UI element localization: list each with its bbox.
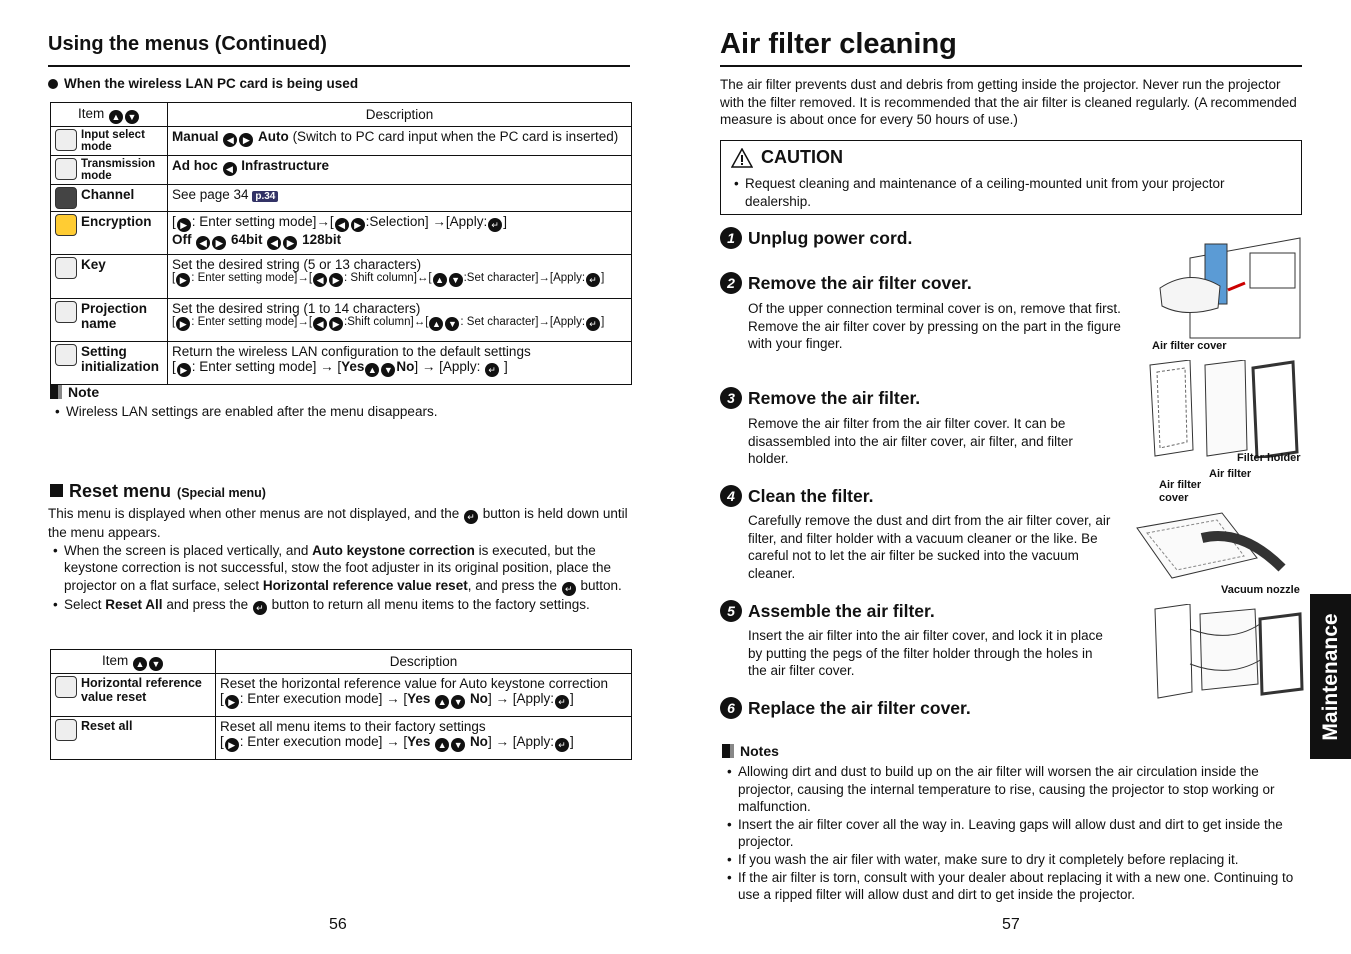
warning-icon — [731, 148, 753, 168]
item-label: Projection name — [81, 301, 148, 331]
bullet-icon — [48, 79, 58, 89]
filter-parts-illustration — [1145, 360, 1305, 458]
desc-bold: Off — [172, 232, 192, 247]
reset-bullets — [48, 542, 630, 615]
desc-cell: Set the desired string (5 or 13 characters) [ ▶ : Enter setting mode]→[ ◀ ▶ : Shift column]↔[ ▲ ▼ :Set character]→[Apply: ↵ ] — [168, 255, 632, 299]
step-4-body: Carefully remove the dust and dirt from the air filter cover, air filter, and filter holder with a vacuum cleaner or the like. Be careful not to let the air filter be sucked into the vacuum cleaner. — [748, 513, 1111, 581]
wireless-table — [50, 102, 632, 385]
reset-heading — [50, 481, 266, 502]
step-number: 2 — [720, 272, 742, 294]
enter-button-icon: ↵ — [488, 218, 502, 232]
step-title: Remove the air filter cover. — [748, 272, 972, 293]
note-header — [50, 384, 630, 400]
note-icon — [50, 385, 62, 399]
right-button-icon: ▶ — [283, 236, 297, 250]
notes-header — [722, 743, 1302, 759]
list-item: • Allowing dirt and dust to build up on the air filter will worsen the air circulation inside the projector, causing the internal temperature to rise, causing the projector to stop working or malfunction. — [722, 763, 1302, 816]
step-5 — [720, 600, 935, 622]
text: button to return all menu items to the factory settings. — [267, 596, 590, 612]
enter-button-icon: ↵ — [586, 273, 600, 287]
caution-list — [729, 175, 1289, 210]
desc-cell — [168, 156, 632, 185]
desc-text: Reset the horizontal reference value for Auto keystone correction — [220, 676, 608, 691]
right-button-icon: ▶ — [351, 218, 365, 232]
text: When the screen is placed vertically, and — [64, 542, 313, 558]
text-bold: Reset All — [105, 596, 163, 612]
right-button-icon: ▶ — [176, 317, 190, 331]
desc-bold: Yes — [407, 691, 431, 706]
channel-icon — [55, 187, 77, 209]
step-number: 5 — [720, 600, 742, 622]
col-item-header — [51, 650, 216, 674]
desc-text: [Apply: — [549, 272, 586, 284]
text: is executed, but the keystone correction is not successful, stow the foot adjuster in its original position, place the projector on a flat surface, select — [64, 542, 612, 593]
left-button-icon: ◀ — [223, 133, 237, 147]
reset-icon — [55, 344, 77, 366]
desc-text: : Enter setting mode] — [191, 272, 298, 284]
desc-text: See page 34 — [172, 187, 249, 202]
reset-title: Reset menu — [69, 481, 172, 501]
step-title: Remove the air filter. — [748, 387, 921, 408]
desc-cell — [168, 212, 632, 255]
step-number: 1 — [720, 227, 742, 249]
page-number-left: 56 — [329, 916, 347, 933]
arrow-icon: → — [316, 214, 330, 229]
list-item — [48, 596, 630, 615]
text-bold: Auto keystone correction — [312, 542, 475, 558]
transmission-icon — [55, 158, 77, 180]
desc-text: [Apply: — [512, 734, 554, 749]
list-item: • Wireless LAN settings are enabled after the menu disappears. — [50, 403, 630, 421]
desc-cell: Reset all menu items to their factory settings [ ▶ : Enter execution mode] → [Yes ▲ ▼ No] → [Apply: ↵ ] — [216, 717, 632, 760]
down-button-icon: ▼ — [451, 695, 465, 709]
wireless-heading-text: When the wireless LAN PC card is being used — [64, 76, 359, 91]
right-button-icon: ▶ — [225, 738, 239, 752]
col-item-header — [51, 103, 168, 127]
item-label: Horizontal reference value reset — [81, 676, 202, 704]
up-button-icon: ▲ — [365, 363, 379, 377]
remove-cover-illustration — [1150, 228, 1302, 340]
item-label: Reset all — [81, 719, 133, 733]
up-button-icon: ▲ — [133, 657, 147, 671]
step-number: 3 — [720, 387, 742, 409]
col-desc-header — [216, 650, 632, 674]
col-desc-label: Description — [365, 107, 434, 122]
keystone-icon — [55, 676, 77, 698]
step-4 — [720, 485, 873, 507]
desc-bold: 128bit — [302, 232, 342, 247]
right-button-icon: ▶ — [177, 363, 191, 377]
step-number: 4 — [720, 485, 742, 507]
vacuum-illustration — [1132, 508, 1292, 586]
desc-text: : Enter execution mode] — [239, 691, 383, 706]
intro-text: The air filter prevents dust and debris from getting inside the projector. Never run the projector with the filter removed. It is recommended that the air filter is cleaned regularly. (A recommended measure is about once for every 50 hours of use.) — [720, 77, 1297, 128]
step-number: 6 — [720, 697, 742, 719]
left-button-icon: ◀ — [313, 273, 327, 287]
label-air-filter-cover-2: Air filter cover — [1159, 479, 1202, 504]
text-bold: Horizontal reference value reset — [262, 577, 468, 593]
key-icon — [55, 257, 77, 279]
page-ref-badge[interactable]: p.34 — [252, 191, 278, 202]
right-button-icon: ▶ — [329, 317, 343, 331]
caution-title: CAUTION — [761, 147, 843, 167]
down-button-icon: ▼ — [125, 110, 139, 124]
text: , and press the — [467, 577, 561, 593]
caution-header — [731, 147, 843, 168]
page-title-left: Using the menus (Continued) — [48, 33, 327, 55]
table-row — [51, 342, 168, 385]
desc-text: : Enter setting mode] — [191, 316, 298, 328]
notes-box — [722, 743, 1302, 904]
desc-bold: 64bit — [231, 232, 263, 247]
enter-button-icon: ↵ — [562, 582, 576, 596]
desc-text: Set the desired string (5 or 13 characters) — [172, 257, 422, 272]
title-rule — [720, 65, 1302, 67]
desc-text: :Shift column] — [344, 316, 414, 328]
desc-text: : Enter setting mode] — [191, 214, 317, 229]
table-row — [51, 299, 168, 342]
table-row — [51, 674, 216, 717]
step-1 — [720, 227, 912, 249]
desc-bold: Manual — [172, 129, 219, 144]
item-label: Setting initialization — [81, 344, 160, 374]
left-button-icon: ◀ — [223, 162, 237, 176]
table-row — [51, 127, 168, 156]
desc-text: Set the desired string (1 to 14 characters) — [172, 301, 421, 316]
step-title: Assemble the air filter. — [748, 600, 935, 621]
projector-icon — [55, 301, 77, 323]
step-title: Unplug power cord. — [748, 227, 913, 248]
right-button-icon: ▶ — [329, 273, 343, 287]
left-button-icon: ◀ — [196, 236, 210, 250]
step-6 — [720, 697, 971, 719]
desc-text: [Apply: — [445, 214, 488, 229]
desc-text: Reset all menu items to their factory settings — [220, 719, 486, 734]
text: This menu is displayed when other menus are not displayed, and the — [48, 506, 460, 521]
desc-cell: Set the desired string (1 to 14 characters) [ ▶ : Enter setting mode]→[ ◀ ▶ :Shift column]↔[ ▲ ▼ : Set character]→[Apply: ↵ ] — [168, 299, 632, 342]
col-desc-header — [168, 103, 632, 127]
step-title: Replace the air filter cover. — [748, 697, 971, 718]
step-2 — [720, 272, 972, 294]
assemble-illustration — [1150, 604, 1306, 700]
up-button-icon: ▲ — [429, 317, 443, 331]
desc-text: : Enter setting mode] — [191, 359, 317, 374]
desc-bold: No — [469, 734, 488, 749]
bracket: ] — [503, 214, 507, 229]
item-label: Key — [81, 257, 106, 272]
desc-bold: Yes — [341, 359, 365, 374]
square-bullet-icon — [50, 484, 63, 497]
col-item-label: Item — [77, 105, 105, 121]
label-vacuum-nozzle: Vacuum nozzle — [1221, 584, 1300, 596]
reset-icon — [55, 719, 77, 741]
desc-bold: Yes — [407, 734, 431, 749]
desc-text: [Apply: — [439, 359, 481, 374]
reset-subtitle: (Special menu) — [177, 486, 266, 500]
step-5-body: Insert the air filter into the air filter cover, and lock it in place by putting the pegs of the filter holder through the holes in the air filter cover. — [748, 628, 1103, 679]
enter-button-icon: ↵ — [586, 317, 600, 331]
desc-bold: No — [469, 691, 488, 706]
bracket: [ — [172, 214, 176, 229]
note-box — [50, 384, 630, 421]
table-row — [51, 212, 168, 255]
desc-cell: Reset the horizontal reference value for Auto keystone correction [ ▶ : Enter execution mode] → [Yes ▲ ▼ No] → [Apply: ↵ ] — [216, 674, 632, 717]
input-select-icon — [55, 129, 77, 151]
item-label: Encryption — [81, 214, 152, 229]
table-row — [51, 255, 168, 299]
table-row — [51, 717, 216, 760]
item-label: Channel — [81, 187, 135, 202]
desc-bold: Auto — [258, 129, 289, 144]
label-air-filter: Air filter — [1209, 468, 1252, 480]
reset-body — [48, 505, 630, 615]
desc-bold: Infrastructure — [241, 158, 330, 173]
up-button-icon: ▲ — [435, 738, 449, 752]
reset-table — [50, 649, 632, 760]
desc-text: [Apply: — [512, 691, 554, 706]
caution-box — [720, 140, 1302, 215]
list-item: • Request cleaning and maintenance of a ceiling-mounted unit from your projector dealership. — [729, 175, 1289, 210]
desc-bold: Ad hoc — [172, 158, 218, 173]
label-filter-holder: Filter holder — [1237, 452, 1301, 464]
reset-intro — [48, 505, 630, 542]
up-button-icon: ▲ — [109, 110, 123, 124]
left-button-icon: ◀ — [335, 218, 349, 232]
desc-text: (Switch to PC card input when the PC card is inserted) — [292, 129, 619, 144]
table-row — [51, 185, 168, 212]
table-row — [51, 156, 168, 185]
bracket: [ — [329, 214, 334, 229]
desc-text: : Set character] — [460, 316, 539, 328]
down-button-icon: ▼ — [381, 363, 395, 377]
down-button-icon: ▼ — [149, 657, 163, 671]
list-item: • If you wash the air filer with water, make sure to dry it completely before replacing it. — [722, 851, 1302, 869]
notes-list — [722, 763, 1302, 904]
step-3-body: Remove the air filter from the air filter cover. It can be disassembled into the air filter cover, air filter, and filter holder. — [748, 416, 1073, 467]
note-list — [50, 403, 630, 421]
item-label: Input select mode — [81, 129, 145, 153]
lock-icon — [55, 214, 77, 236]
desc-bold: No — [396, 359, 415, 374]
right-button-icon: ▶ — [239, 133, 253, 147]
page-title-right: Air filter cleaning — [720, 28, 957, 60]
enter-button-icon: ↵ — [464, 510, 478, 524]
step-3 — [720, 387, 920, 409]
right-button-icon: ▶ — [225, 695, 239, 709]
page-number-right: 57 — [1002, 916, 1020, 933]
enter-button-icon: ↵ — [253, 601, 267, 615]
col-item-label: Item — [101, 652, 129, 668]
text: button is held down until the menu appears. — [48, 506, 628, 540]
list-item: • Insert the air filter cover all the way in. Leaving gaps will allow dust and dirt to get inside the projector. — [722, 816, 1302, 851]
wireless-heading — [48, 76, 358, 91]
desc-text: Return the wireless LAN configuration to the default settings — [172, 344, 531, 359]
step-2-body: Of the upper connection terminal cover is on, remove that first. Remove the air filter cover by pressing on the part in the figure with your finger. — [748, 301, 1121, 352]
right-button-icon: ▶ — [177, 218, 191, 232]
desc-text: :Selection] — [365, 214, 429, 229]
desc-text: : Enter execution mode] — [239, 734, 383, 749]
list-item — [48, 542, 630, 596]
notes-title: Notes — [740, 743, 779, 759]
right-button-icon: ▶ — [212, 236, 226, 250]
enter-button-icon: ↵ — [485, 363, 499, 377]
section-tab — [1310, 594, 1351, 759]
item-label: Transmission mode — [81, 158, 156, 182]
desc-text: :Set character] — [463, 272, 539, 284]
desc-cell: Return the wireless LAN configuration to the default settings [ ▶ : Enter setting mode] → [Yes ▲ ▼ No] → [Apply: ↵ ] — [168, 342, 632, 385]
title-rule — [48, 65, 630, 67]
desc-cell — [168, 185, 632, 212]
down-button-icon: ▼ — [445, 317, 459, 331]
note-icon — [722, 744, 734, 758]
text: Select — [64, 596, 106, 612]
enter-button-icon: ↵ — [555, 695, 569, 709]
text: button. — [576, 577, 622, 593]
list-item: • If the air filter is torn, consult with your dealer about replacing it with a new one. Continuing to use a ripped filter will allow dust and dirt to get inside the projector. — [722, 869, 1302, 904]
up-button-icon: ▲ — [435, 695, 449, 709]
down-button-icon: ▼ — [449, 273, 463, 287]
note-title: Note — [68, 384, 100, 400]
step-title: Clean the filter. — [748, 485, 874, 506]
enter-button-icon: ↵ — [555, 738, 569, 752]
label-air-filter-cover: Air filter cover — [1152, 340, 1227, 352]
col-desc-label: Description — [389, 654, 458, 669]
left-button-icon: ◀ — [267, 236, 281, 250]
section-tab-label: Maintenance — [1318, 612, 1342, 741]
desc-text: : Shift column] — [344, 272, 417, 284]
right-button-icon: ▶ — [176, 273, 190, 287]
left-button-icon: ◀ — [313, 317, 327, 331]
up-button-icon: ▲ — [433, 273, 447, 287]
text: and press the — [162, 596, 252, 612]
down-button-icon: ▼ — [451, 738, 465, 752]
desc-text: [Apply: — [549, 316, 586, 328]
arrow-icon: → — [432, 214, 446, 229]
desc-cell — [168, 127, 632, 156]
